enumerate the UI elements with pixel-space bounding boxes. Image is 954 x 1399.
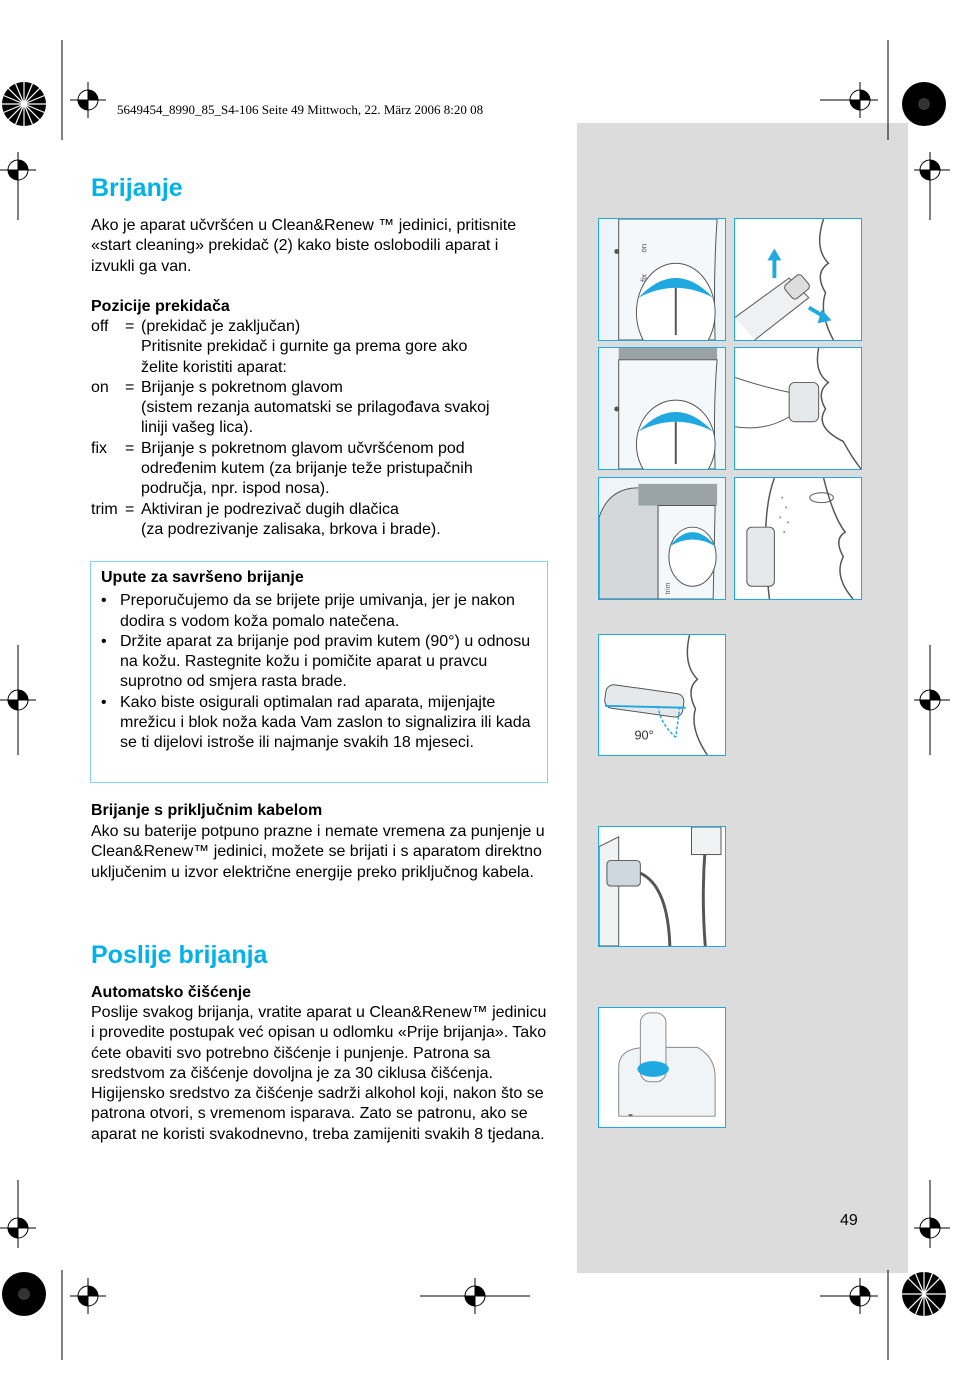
angle-label: 90° — [634, 727, 654, 743]
crop-mark-crosshair — [914, 150, 954, 220]
crop-mark-crosshair — [914, 1180, 954, 1250]
registration-sunburst-mark-bottom-left — [0, 1270, 56, 1330]
registration-sunburst-mark-top-left — [0, 80, 60, 140]
crop-mark-crosshair — [0, 645, 40, 755]
crop-mark-crosshair — [0, 1180, 40, 1250]
switch-label-trim: trim — [664, 582, 672, 595]
position-desc — [141, 439, 551, 500]
tip-item: • Kako biste osigurali optimalan rad aparata, mijenjajte mrežicu i blok noža kada Vam zaslon to signalizira ili kada se ti dijelovi istroše ili najmanje svakih 18 mjeseci. — [101, 693, 537, 754]
figure-clean-renew-station — [598, 1007, 726, 1128]
position-eq: = — [125, 378, 135, 396]
position-key: on — [91, 378, 109, 396]
cleaning-paragraphs — [91, 1003, 549, 1145]
print-slug-line: 5649454_8990_85_S4-106 Seite 49 Mittwoch, 22. März 2006 8:20 08 — [117, 102, 484, 117]
cleaning-text-2: Higijensko sredstvo za čišćenje sadrži alkohol koji, nakon što se patrona otvori, s vremenom isparava. Zato se patronu, ako se aparat ne koristi svakodnevno, treba zamijeniti svakih 8 tjedana. — [91, 1085, 545, 1143]
intro-text: Ako je aparat učvršćen u Clean&Renew ™ jedinici, pritisnite «start cleaning» prekidač (2) kako biste oslobodili aparat i izvukli ga van. — [91, 217, 517, 275]
figure-switch-closeup-2 — [598, 347, 726, 470]
switch-label-fix: fix — [639, 274, 649, 282]
intro-paragraph — [91, 216, 531, 277]
position-eq: = — [125, 500, 135, 518]
tip-item: • Držite aparat za brijanje pod pravim kutem (90°) u odnosu na kožu. Rastegnite kožu i pomičite aparat u pravcu suprotno od smjera rasta brade. — [101, 632, 537, 693]
position-desc — [141, 317, 551, 378]
position-line: Aktiviran je podrezivač dugih dlačica — [141, 500, 399, 518]
crop-mark-crosshair — [820, 40, 900, 140]
crop-mark-crosshair — [60, 1270, 120, 1360]
position-line: Brijanje s pokretnom glavom — [141, 378, 343, 396]
position-eq: = — [125, 439, 135, 457]
position-line: područja, npr. ispod nosa). — [141, 480, 330, 498]
figure-sideburn-trimming — [734, 477, 862, 600]
cable-text: Ako su baterije potpuno prazne i nemate vremena za punjenje u Clean&Renew™ jedinici, možete se brijati i s aparatom direktno uključenim u izvor električne energije preko priključnog kabela. — [91, 823, 545, 881]
cable-paragraph — [91, 822, 549, 883]
section-title-poslije-brijanja: Poslije brijanja — [91, 941, 268, 969]
crop-mark-crosshair — [0, 150, 40, 220]
tips-heading: Upute za savršeno brijanje — [101, 569, 304, 586]
switch-positions-list — [91, 317, 551, 540]
position-key: off — [91, 318, 109, 335]
position-line: određenim kutem (za brijanje teže pristupačnih — [141, 460, 473, 478]
figure-face-shaver-arrows — [734, 218, 862, 341]
position-line: želite koristiti aparat: — [141, 358, 287, 376]
tips-list — [101, 591, 537, 753]
crop-mark-crosshair — [914, 645, 954, 755]
position-row-fix — [91, 439, 551, 500]
position-key: trim — [91, 500, 118, 518]
tip-item: • Preporučujemo da se brijete prije umivanja, jer je nakon dodira s vodom koža pomalo natečena. — [101, 591, 537, 632]
figure-switch-closeup-1 — [598, 218, 726, 341]
cleaning-heading: Automatsko čišćenje — [91, 984, 252, 1001]
position-key: fix — [91, 439, 107, 457]
position-desc — [141, 378, 551, 439]
crop-mark-crosshair — [820, 1270, 900, 1360]
position-line: Brijanje s pokretnom glavom učvršćenom pod — [141, 439, 465, 457]
position-line: liniji vašeg lica). — [141, 419, 254, 437]
figure-90-degree-shaving — [598, 634, 726, 756]
page-number: 49 — [840, 1212, 858, 1229]
position-row-trim — [91, 500, 551, 541]
position-eq: = — [125, 318, 135, 335]
crop-mark-crosshair — [420, 1270, 530, 1320]
position-desc — [141, 500, 551, 541]
position-line: (prekidač je zaključan) — [141, 318, 301, 335]
position-line: Pritisnite prekidač i gurnite ga prema gore ako — [141, 338, 468, 356]
figure-face-shaving-under-nose — [734, 347, 862, 470]
switch-label-on: on — [639, 243, 649, 253]
section-title-brijanje: Brijanje — [91, 174, 183, 202]
position-row-off — [91, 317, 551, 378]
position-row-on — [91, 378, 551, 439]
position-line: (za podrezivanje zalisaka, brkova i brade). — [141, 520, 441, 538]
cable-heading: Brijanje s priključnim kabelom — [91, 802, 323, 819]
tips-box — [90, 561, 548, 783]
figure-cable-plug — [598, 826, 726, 947]
crop-mark-crosshair — [60, 40, 120, 140]
figure-trimmer-closeup — [598, 477, 726, 600]
position-line: (sistem rezanja automatski se prilagođava svakoj — [141, 399, 490, 417]
cleaning-text-1: Poslije svakog brijanja, vratite aparat u Clean&Renew™ jedinicu i provedite postupak već opisan u odlomku «Prije brijanja». Tako ćete obaviti svo potrebno čišćenje i punjenje. Patrona sa sredstvom za čišćenje dovoljna je za 30 ciklusa čišćenja. — [91, 1004, 547, 1082]
registration-sunburst-mark-bottom-right — [898, 1270, 954, 1330]
registration-sunburst-mark-top-right — [898, 80, 954, 136]
positions-heading: Pozicije prekidača — [91, 298, 230, 315]
